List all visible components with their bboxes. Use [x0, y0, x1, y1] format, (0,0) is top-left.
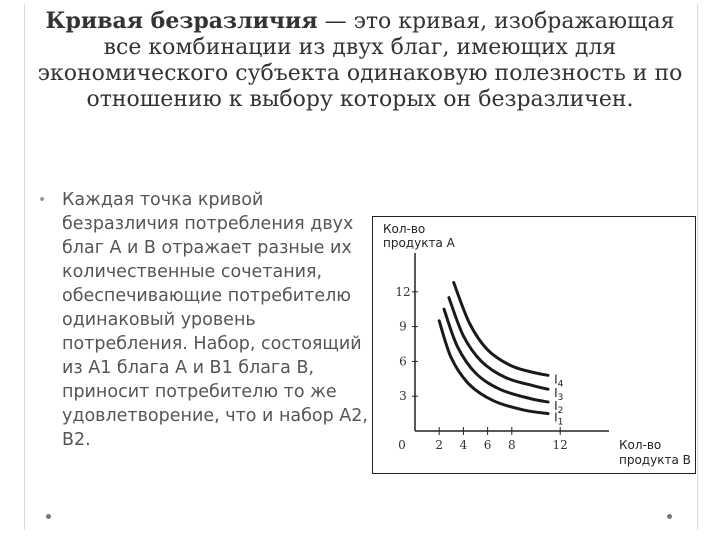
ticks [395, 285, 567, 452]
bullet-marker: • [38, 192, 47, 208]
chart-svg [373, 217, 695, 473]
slide-title [30, 8, 690, 113]
y-axis-label-line2: продукта А [383, 236, 455, 250]
indifference-chart [372, 216, 696, 474]
curve-label-i4: $I_4$ [554, 372, 564, 390]
curve-label-i1: $I_1$ [554, 410, 564, 428]
x-tick-label: 12 [552, 438, 568, 452]
title-definition: — это кривая, изображающая все комбинации из двух благ, имеющих для экономического субъекта одинаковую полезность и по отношению к выбору которых он безразличен. [37, 9, 683, 112]
x-tick-label: 6 [483, 438, 492, 452]
curve-label-i3: $I_3$ [554, 386, 564, 404]
x-axis-label-line2: продукта В [619, 453, 691, 467]
bullet-text: Каждая точка кривой безразличия потребления двух благ А и В отражает разные их количественные сочетания, обеспечивающие потребителю одинаковый уровень потребления. Набор, состоящий из А1 блага А и В1 блага В, приносит потребителю то же удовлетворение, что и набор А2, В2. [62, 190, 368, 450]
x-tick-label: 4 [459, 438, 468, 452]
corner-dot-right [667, 514, 672, 519]
y-tick-label: 12 [395, 284, 411, 299]
x-axis-label-line1: Кол-во [619, 438, 662, 452]
y-tick-label: 9 [399, 319, 407, 334]
y-tick-label: 3 [399, 389, 407, 404]
curve-i4 [454, 283, 548, 376]
y-axis-label-line1: Кол-во [383, 222, 426, 236]
corner-dot-left [46, 514, 51, 519]
origin-label: 0 [398, 438, 406, 452]
x-tick-label: 8 [507, 438, 516, 452]
curve-label-i2: $I_2$ [554, 399, 564, 416]
x-tick-label: 2 [435, 438, 444, 452]
indifference-curves [439, 283, 563, 428]
title-term: Кривая безразличия [45, 8, 318, 34]
y-tick-label: 6 [399, 354, 407, 369]
